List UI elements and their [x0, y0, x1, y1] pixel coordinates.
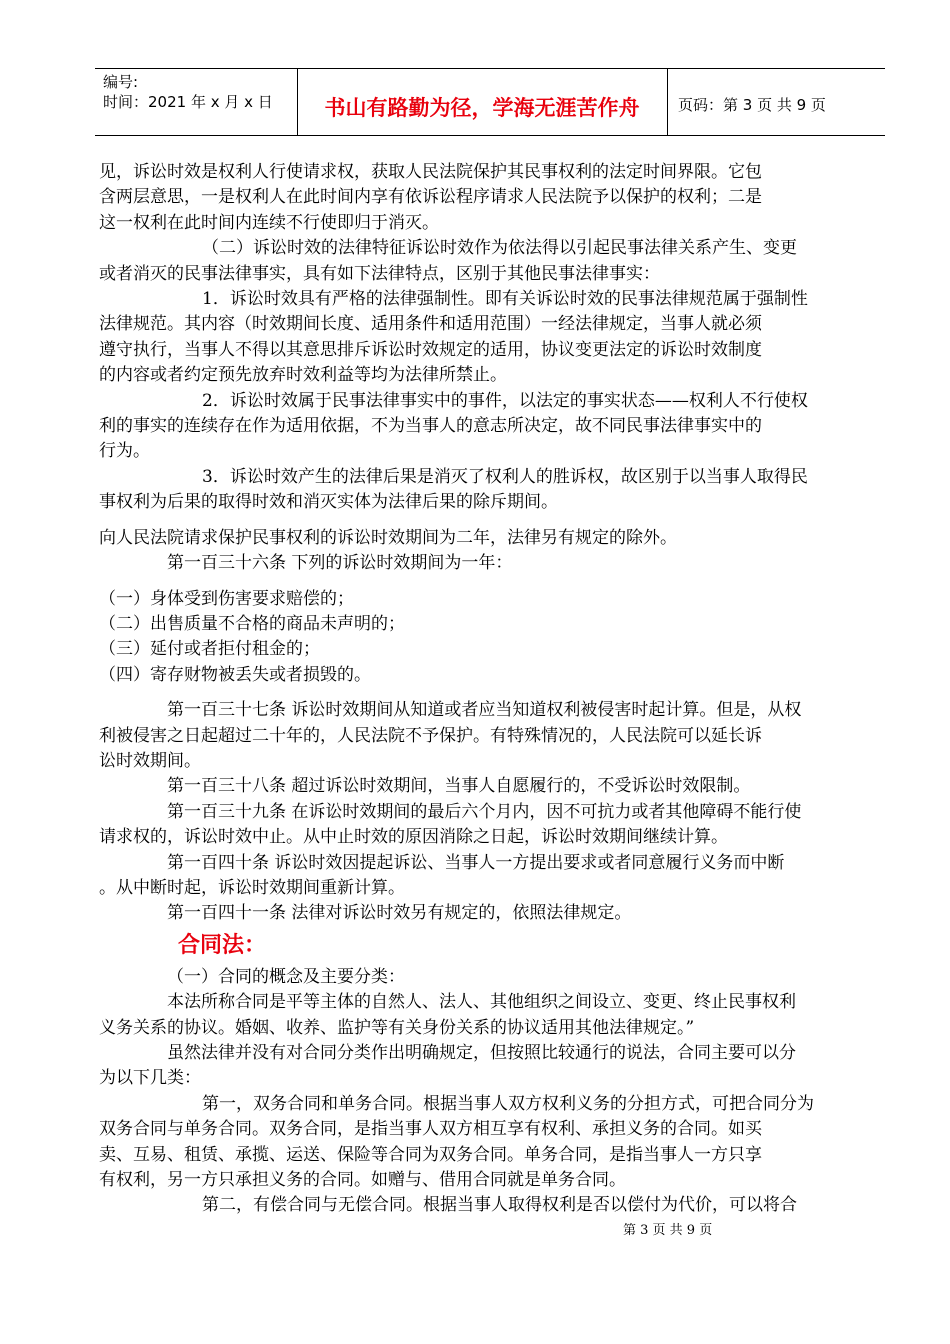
body-line: 事权利为后果的取得时效和消灭实体为法律后果的除斥期间。: [99, 492, 558, 513]
body-line: 法律规范。其内容（时效期间长度、适用条件和适用范围）一经法律规定，当事人就必须: [99, 314, 762, 335]
body-line: 本法所称合同是平等主体的自然人、法人、其他组织之间设立、变更、终止民事权利: [167, 992, 796, 1013]
body-line: 义务关系的协议。婚姻、收养、监护等有关身份关系的协议适用其他法律规定。”: [99, 1017, 695, 1038]
body-line: （一）合同的概念及主要分类：: [167, 966, 405, 987]
body-line: 利的事实的连续存在作为适用依据，不为当事人的意志所决定，故不同民事法律事实中的: [99, 416, 762, 437]
time-label: 时间：2021 年 x 月 x 日: [103, 93, 273, 111]
body-line: 卖、互易、租赁、承揽、运送、保险等合同为双务合同。单务合同，是指当事人一方只享: [99, 1144, 762, 1165]
article-line: 第一百三十八条 超过诉讼时效期间，当事人自愿履行的，不受诉讼时效限制。: [167, 776, 751, 797]
header-page-cell: [668, 69, 885, 135]
motto-text: 书山有路勤为径，学海无涯苦作舟: [324, 96, 640, 120]
page-header: [95, 68, 885, 136]
body-line: 有权利，另一方只承担义务的合同。如赠与、借用合同就是单务合同。: [99, 1170, 626, 1191]
list-item: （三）延付或者拒付租金的；: [99, 639, 320, 660]
list-item: （四）寄存财物被丢失或者损毁的。: [99, 664, 371, 685]
body-line: 请求权的，诉讼时效中止。从中止时效的原因消除之日起，诉讼时效期间继续计算。: [99, 827, 728, 848]
body-line: 的内容或者约定预先放弃时效利益等均为法律所禁止。: [99, 365, 507, 386]
article-line: 第一百四十条 诉讼时效因提起诉讼、当事人一方提出要求或者同意履行义务而中断: [167, 852, 785, 873]
body-line: 这一权利在此时间内连续不行使即归于消灭。: [99, 212, 439, 233]
body-line: 第一，双务合同和单务合同。根据当事人双方权利义务的分担方式，可把合同分为: [202, 1093, 814, 1114]
body-line: 讼时效期间。: [99, 750, 201, 771]
header-meta-cell: [95, 69, 298, 135]
body-line: 含两层意思，一是权利人在此时间内享有依诉讼程序请求人民法院予以保护的权利；二是: [99, 187, 762, 208]
body-line: 3．诉讼时效产生的法律后果是消灭了权利人的胜诉权，故区别于以当事人取得民: [202, 466, 808, 487]
body-line: 向人民法院请求保护民事权利的诉讼时效期间为二年，法律另有规定的除外。: [99, 527, 677, 548]
article-line: 第一百四十一条 法律对诉讼时效另有规定的，依照法律规定。: [167, 903, 632, 924]
footer-page-number: 第 3 页 共 9 页: [623, 1223, 713, 1238]
body-line: 虽然法律并没有对合同分类作出明确规定，但按照比较通行的说法，合同主要可以分: [167, 1043, 796, 1063]
body-line: 双务合同与单务合同。双务合同，是指当事人双方相互享有权利、承担义务的合同。如买: [99, 1119, 762, 1140]
body-line: 。从中断时起，诉讼时效期间重新计算。: [99, 877, 405, 898]
article-line: 第一百三十七条 诉讼时效期间从知道或者应当知道权利被侵害时起计算。但是，从权: [167, 700, 802, 721]
body-line: 为以下几类：: [99, 1068, 201, 1089]
list-item: （一）身体受到伤害要求赔偿的；: [99, 588, 354, 609]
article-line: 第一百三十九条 在诉讼时效期间的最后六个月内，因不可抗力或者其他障碍不能行使: [167, 801, 802, 822]
body-line: 1．诉讼时效具有严格的法律强制性。即有关诉讼时效的民事法律规范属于强制性: [202, 289, 808, 310]
body-line: 第二，有偿合同与无偿合同。根据当事人取得权利是否以偿付为代价，可以将合: [202, 1195, 797, 1216]
body-line: 遵守执行，当事人不得以其意思排斥诉讼时效规定的适用，协议变更法定的诉讼时效制度: [99, 339, 762, 360]
list-item: （二）出售质量不合格的商品未声明的；: [99, 613, 405, 634]
body-line: 行为。: [99, 441, 150, 462]
page-label: 页码：第 3 页 共 9 页: [678, 96, 826, 114]
body-line: 见，诉讼时效是权利人行使请求权，获取人民法院保护其民事权利的法定时间界限。它包: [99, 162, 762, 182]
body-line: 2．诉讼时效属于民事法律事实中的事件，以法定的事实状态——权利人不行使权: [202, 390, 808, 411]
body-line: 利被侵害之日起超过二十年的，人民法院不予保护。有特殊情况的，人民法院可以延长诉: [99, 725, 762, 746]
header-motto-cell: [297, 69, 668, 135]
document-body: [99, 160, 899, 1219]
body-line: 或者消灭的民事法律事实，具有如下法律特点，区别于其他民事法律事实：: [99, 263, 660, 284]
section-heading: 合同法：: [178, 932, 267, 958]
body-line: （二）诉讼时效的法律特征诉讼时效作为依法得以引起民事法律关系产生、变更: [202, 238, 797, 259]
article-line: 第一百三十六条 下列的诉讼时效期间为一年：: [167, 553, 513, 574]
number-label: 编号:: [103, 73, 139, 91]
